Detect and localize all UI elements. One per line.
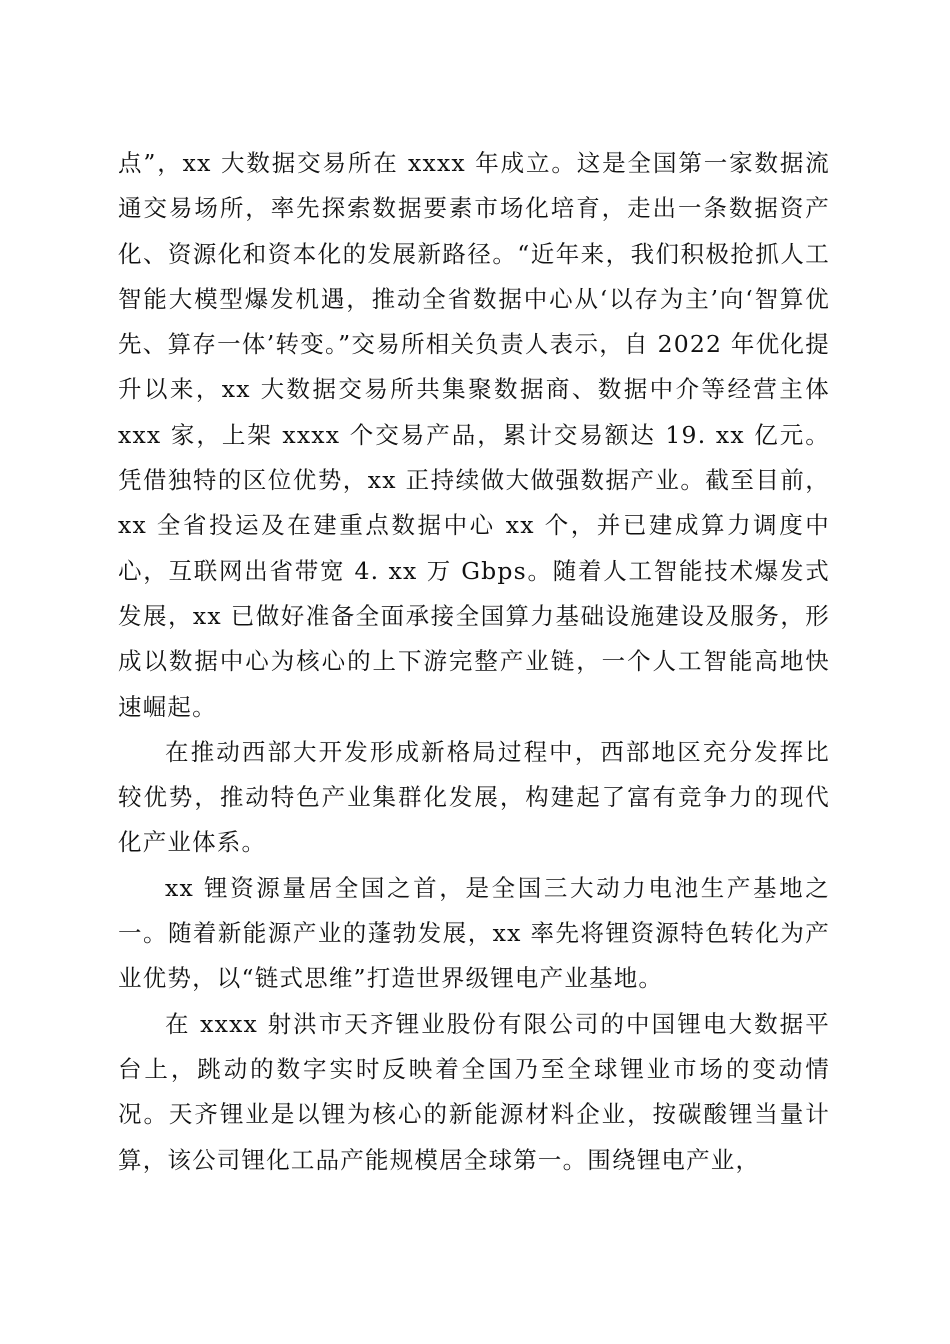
- document-body: [118, 141, 830, 1183]
- paragraph-western-development: 在推动西部大开发形成新格局过程中，西部地区充分发挥比较优势，推动特色产业集群化发展，构建起了富有竞争力的现代化产业体系。: [118, 737, 830, 857]
- paragraph-data-exchange: 点”，xx 大数据交易所在 xxxx 年成立。这是全国第一家数据流通交易场所，率先探索数据要素市场化培育，走出一条数据资产化、资源化和资本化的发展新路径。“近年来，我们积极抢抓人工智能大模型爆发机遇，推动全省数据中心从‘以存为主’向‘智算优先、算存一体’转变。”交易所相关负责人表示，自 2022 年优化提升以来，xx 大数据交易所共集聚数据商、数据中介等经营主体 xxx 家，上架 xxxx 个交易产品，累计交易额达 19. xx 亿元。凭借独特的区位优势，xx 正持续做大做强数据产业。截至目前，xx 全省投运及在建重点数据中心 xx 个，并已建成算力调度中心，互联网出省带宽 4. xx 万 Gbps。随着人工智能技术爆发式发展，xx 已做好准备全面承接全国算力基础设施建设及服务，形成以数据中心为核心的上下游完整产业链，一个人工智能高地快速崛起。: [118, 149, 830, 721]
- paragraph-lithium-resources: xx 锂资源量居全国之首，是全国三大动力电池生产基地之一。随着新能源产业的蓬勃发展，xx 率先将锂资源特色转化为产业优势，以“链式思维”打造世界级锂电产业基地。: [118, 873, 830, 993]
- paragraph-tianqi-lithium: 在 xxxx 射洪市天齐锂业股份有限公司的中国锂电大数据平台上，跳动的数字实时反映着全国乃至全球锂业市场的变动情况。天齐锂业是以锂为核心的新能源材料企业，按碳酸锂当量计算，该公司锂化工品产能规模居全球第一。围绕锂电产业，: [118, 1009, 830, 1174]
